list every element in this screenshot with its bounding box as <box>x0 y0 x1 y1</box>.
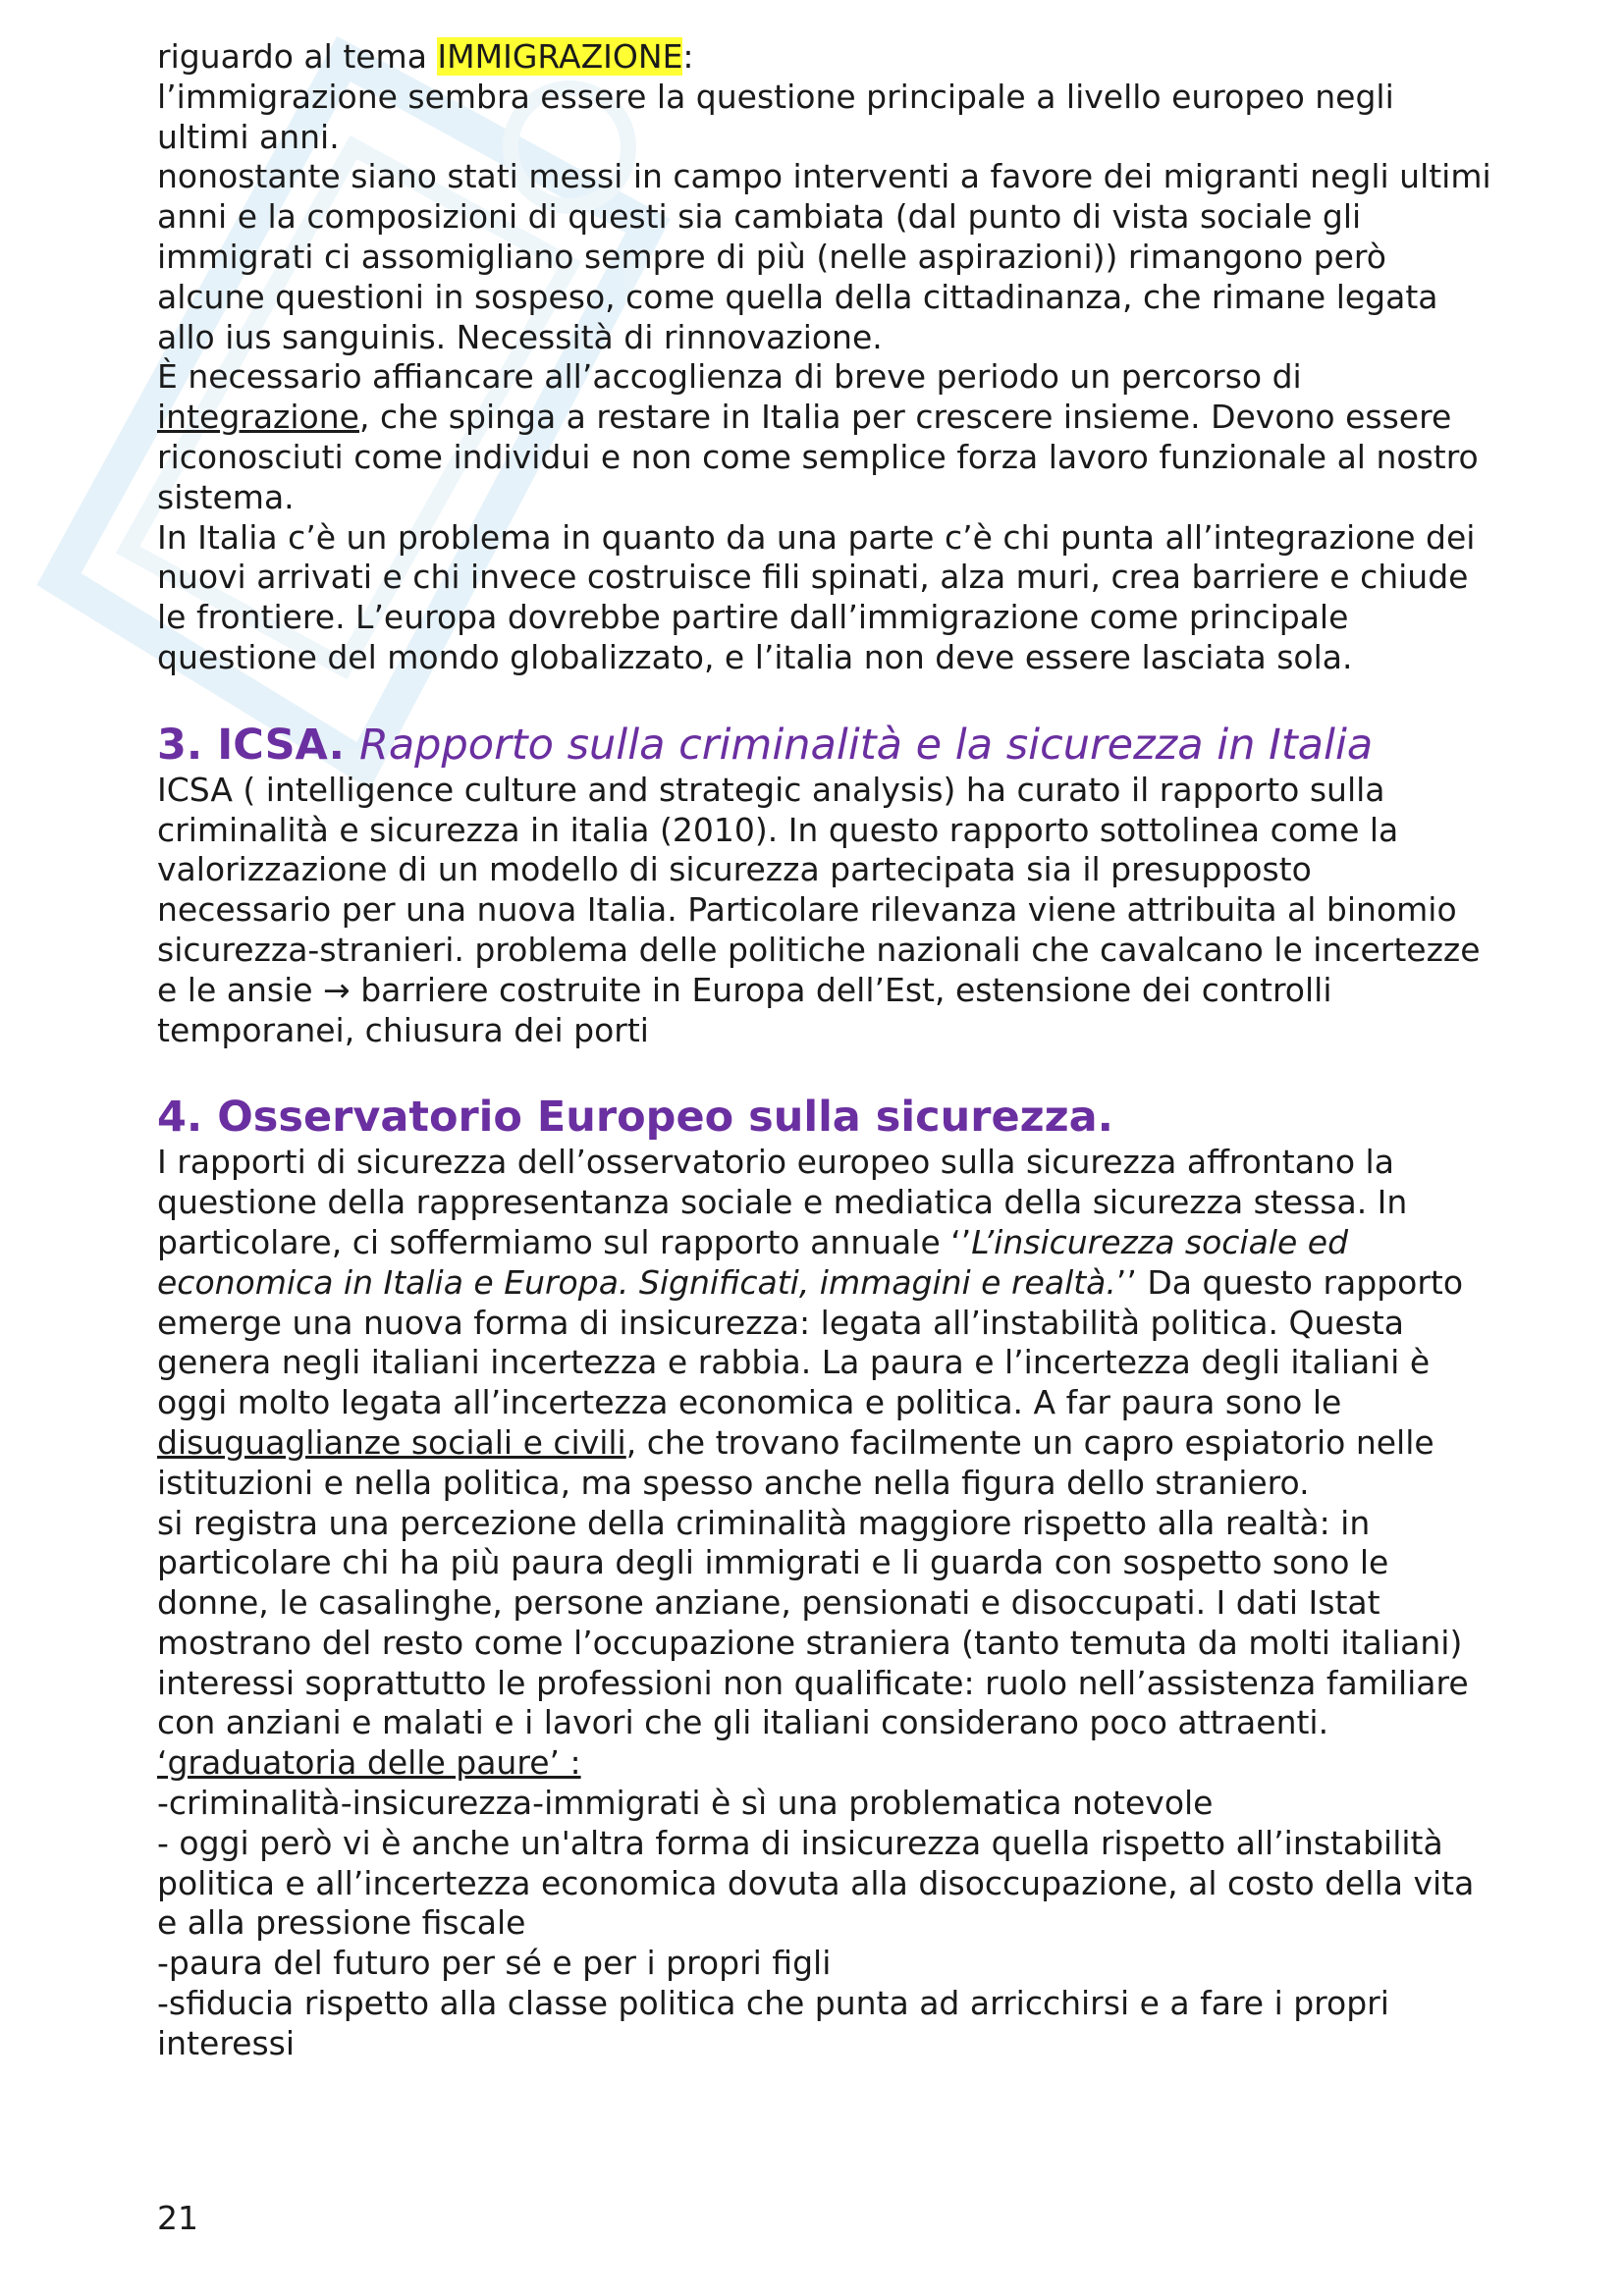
intro-paragraph-1: l’immigrazione sembra essere la questione principale a livello europeo negli ultimi anni. <box>157 77 1394 156</box>
section-3-subtitle: Rapporto sulla criminalità e la sicurezza in Italia <box>358 720 1374 770</box>
list-item: -sfiducia rispetto alla classe politica che punta ad arricchirsi e a fare i propri interessi <box>157 1984 1389 2062</box>
section-4-heading: 4. Osservatorio Europeo sulla sicurezza. <box>157 1093 1114 1143</box>
section-3-heading: 3. ICSA. Rapporto sulla criminalità e la sicurezza in Italia <box>157 720 1374 770</box>
section-4-paragraph-2: si registra una percezione della criminalità maggiore rispetto alla realtà: in particolare chi ha più paura degli immigrati e li guarda con sospetto sono le donne, le casalinghe, persone anziane, pensionati e disoccupati. I dati Istat mostrano del resto come l’occupazione straniera (tanto temuta da molti italiani) interessi soprattutto le professioni non qualificate: ruolo nell’assistenza familiare con anziani e malati e i lavori che gli italiani considerano poco attraenti. <box>157 1503 1469 1742</box>
list-item: -paura del futuro per sé e per i propri figli <box>157 1944 832 1983</box>
report-title-italic: L’insicurezza sociale ed economica in Italia e Europa. Significati, immagini e realtà. <box>157 1222 1349 1302</box>
intro-topic-line: riguardo al tema IMMIGRAZIONE: <box>157 37 694 76</box>
arrow-icon: → <box>323 970 351 1009</box>
intro-paragraph-4: In Italia c’è un problema in quanto da una parte c’è chi punta all’integrazione dei nuovi arrivati e chi invece costruisce fili spinati, alza muri, crea barriere e chiude le frontiere. L’europa dovrebbe partire dall’immigrazione come principale questione del mondo globalizzato, e l’italia non deve essere lasciata sola. <box>157 517 1476 676</box>
section-4-paragraph-1: I rapporti di sicurezza dell’osservatorio europeo sulla sicurezza affrontano la questione della rappresentanza sociale e mediatica della sicurezza stessa. In particolare, ci soffermiamo sul rapporto annuale ‘’L’insicurezza sociale ed economica in Italia e Europa. Significati, immagini e realtà.’’ Da questo rapporto emerge una nuova forma di insicurezza: legata all’instabilità politica. Questa genera negli italiani incertezza e rabbia. La paura e l’incertezza degli italiani è oggi molto legata all’incertezza economica e politica. A far paura sono le disuguaglianze sociali e civili, che trovano facilmente un capro espiatorio nelle istituzioni e nella politica, ma spesso anche nella figura dello straniero. <box>157 1143 1464 1502</box>
section-3-body: ICSA ( intelligence culture and strategic analysis) ha curato il rapporto sulla criminalità e sicurezza in italia (2010). In questo rapporto sottolinea come la valorizzazione di un modello di sicurezza partecipata sia il presupposto necessario per una nuova Italia. Particolare rilevanza viene attribuita al binomio sicurezza-stranieri. problema delle politiche nazionali che cavalcano le incertezze e le ansie → barriere costruite in Europa dell’Est, estensione dei controlli temporanei, chiusura dei porti <box>157 770 1481 1049</box>
fears-list-heading: ‘graduatoria delle paure’ : <box>157 1743 581 1783</box>
page-number: 21 <box>157 2199 198 2237</box>
underlined-integrazione: integrazione <box>157 398 359 437</box>
intro-paragraph-2: nonostante siano stati messi in campo interventi a favore dei migranti negli ultimi anni e la composizioni di questi sia cambiata (dal punto di vista sociale gli immigrati ci assomigliano sempre di più (nelle aspirazioni)) rimangono però alcune questioni in sospeso, come quella della cittadinanza, che rimane legata allo ius sanguinis. Necessità di rinnovazione. <box>157 157 1491 356</box>
document-page <box>157 37 1492 2064</box>
list-item: - oggi però vi è anche un'altra forma di insicurezza quella rispetto all’instabilità politica e all’incertezza economica dovuta alla disoccupazione, al costo della vita e alla pressione fiscale <box>157 1823 1475 1943</box>
underlined-disuguaglianze: disuguaglianze sociali e civili <box>157 1422 626 1462</box>
intro-paragraph-3: È necessario affiancare all’accoglienza di breve periodo un percorso di integrazione, che spinga a restare in Italia per crescere insieme. Devono essere riconosciuti come individui e non come semplice forza lavoro funzionale al nostro sistema. <box>157 357 1479 516</box>
topic-highlight: IMMIGRAZIONE <box>437 37 683 76</box>
list-item: -criminalità-insicurezza-immigrati è sì una problematica notevole <box>157 1784 1214 1823</box>
